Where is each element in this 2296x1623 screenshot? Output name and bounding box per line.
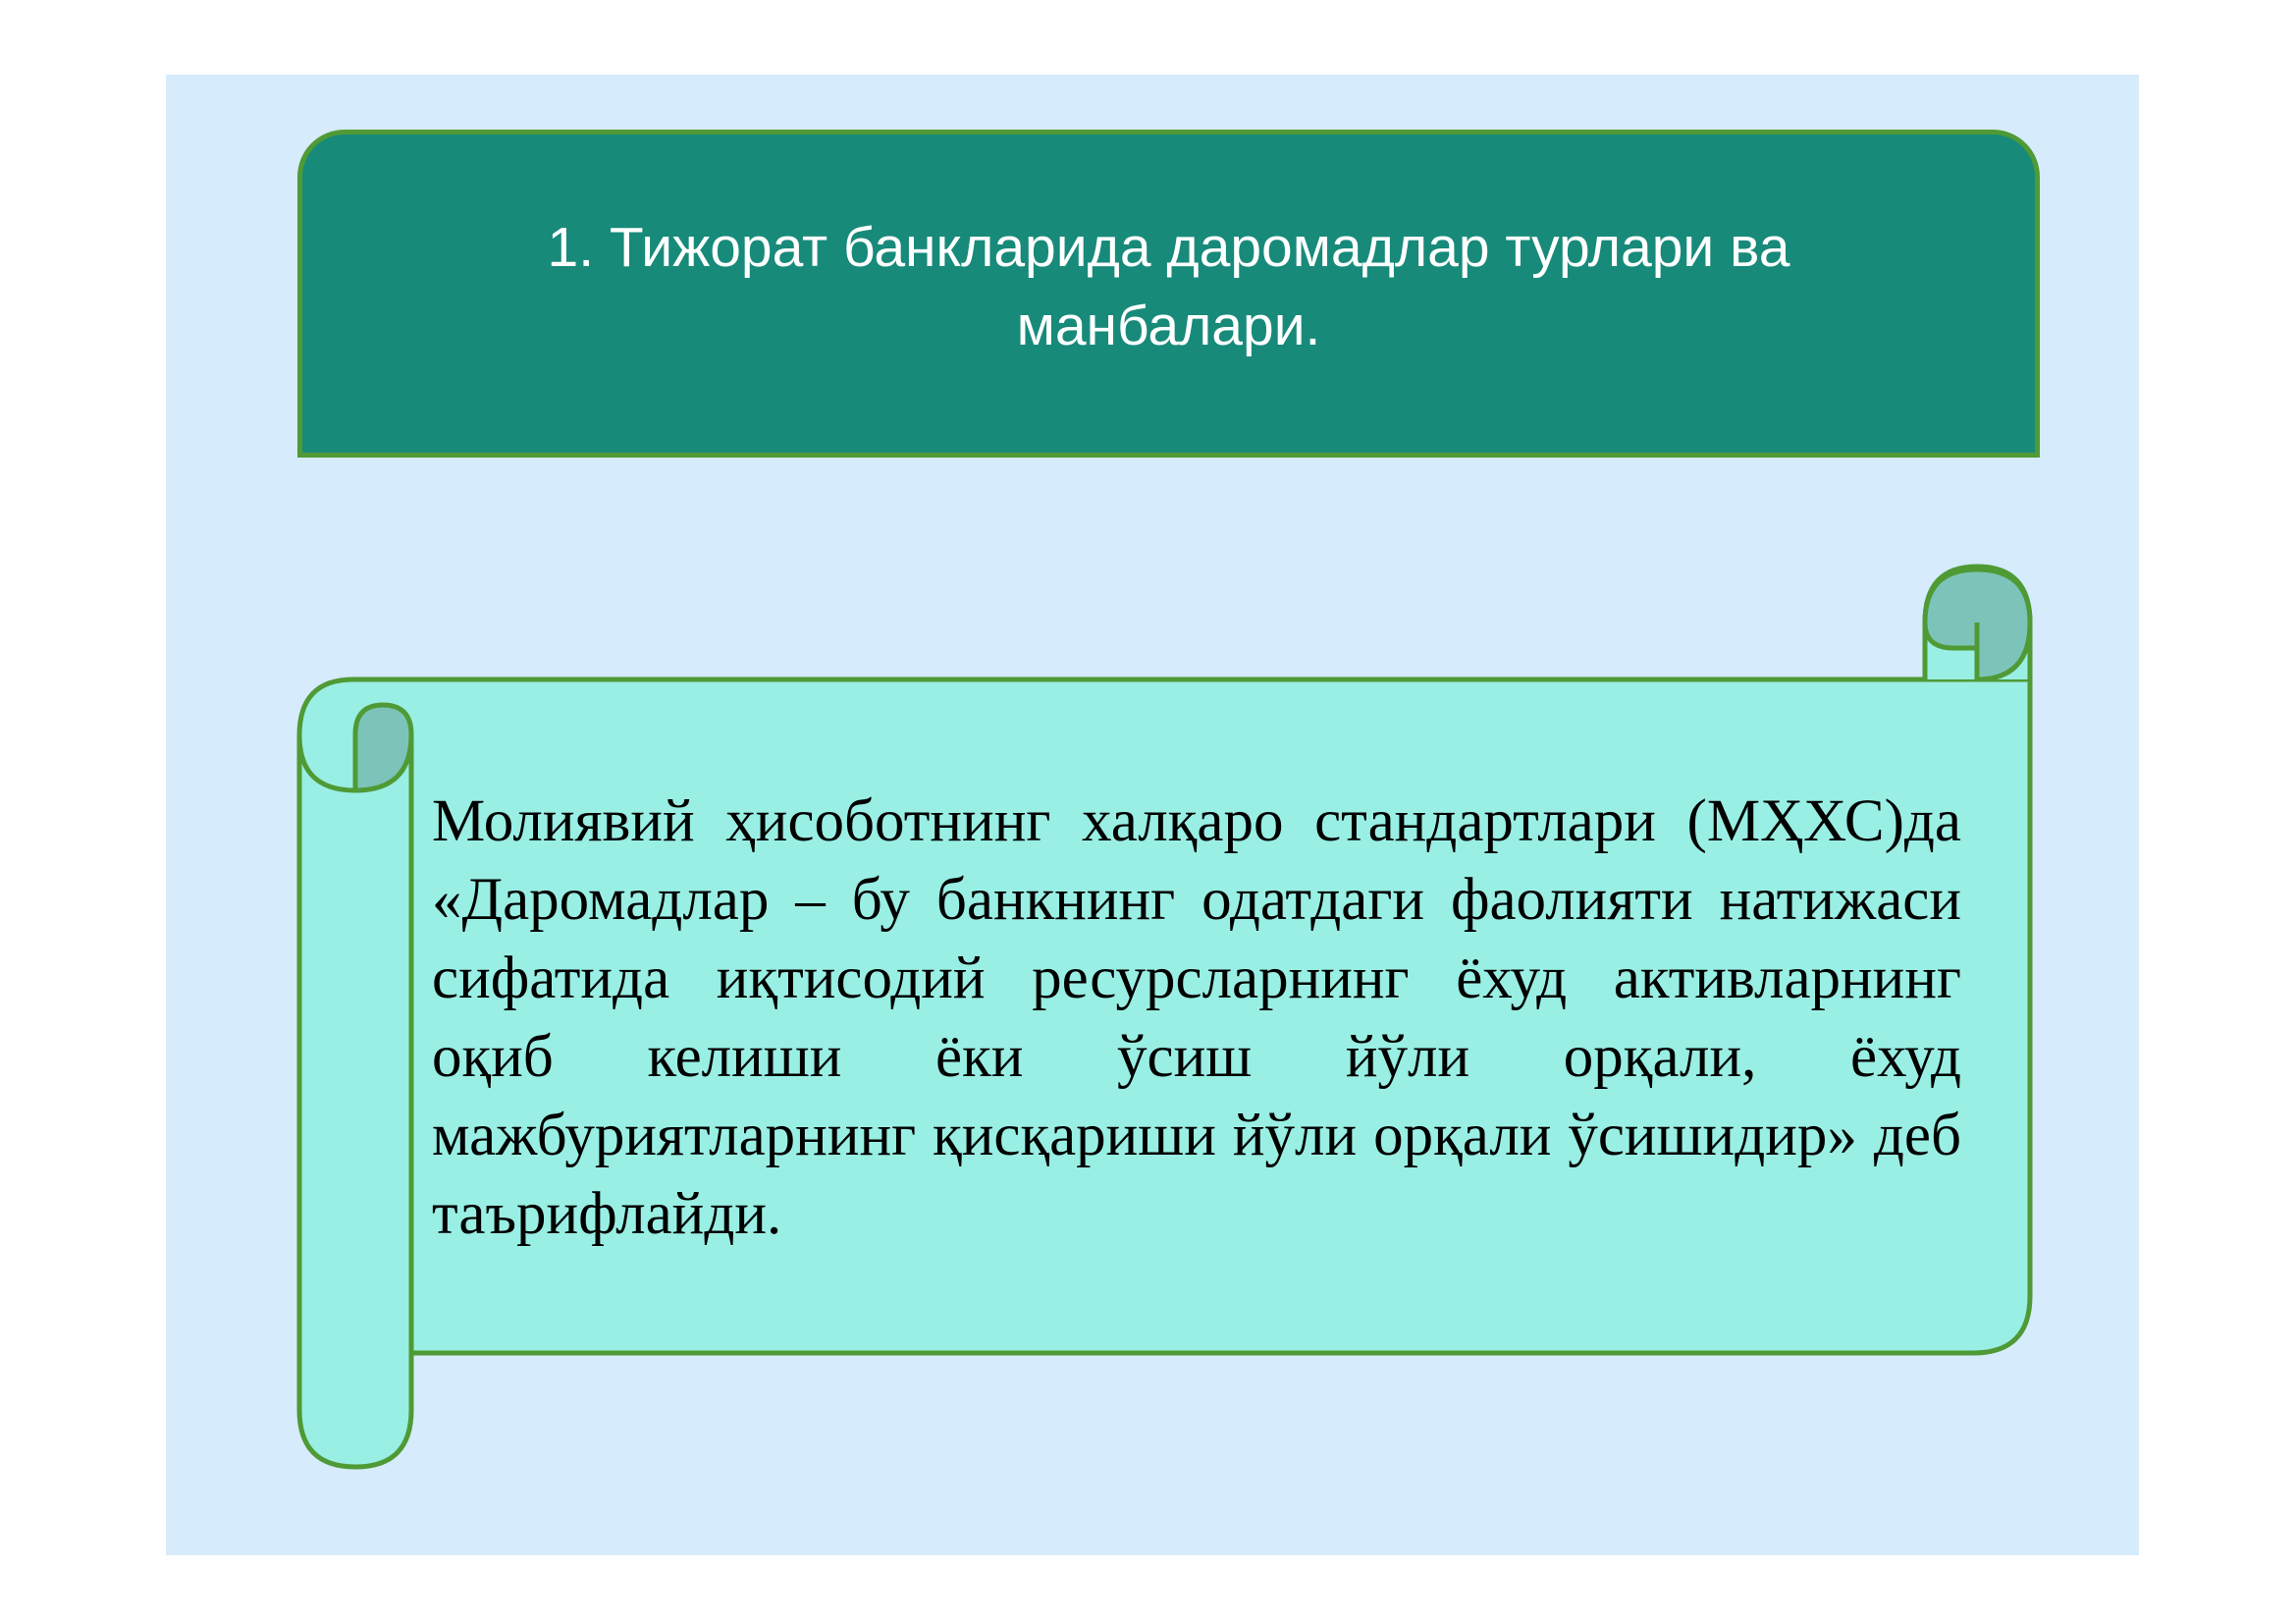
scroll-body-text: Молиявий ҳисоботнинг халқаро стандартлари (МҲХС)да «Даромадлар – бу банкнинг одатдаги фаолияти натижаси сифатида иқтисодий ресурсларнинг ёхуд активларнинг оқиб келиши ёки ўсиш йўли орқали, ёхуд мажбуриятларнинг қисқариши йўли орқали ўсишидир» деб таърифлайди.: [432, 788, 1961, 1247]
slide-title: 1. Тижорат банкларида даромадлар турлари ва манбалари.: [547, 216, 1790, 357]
